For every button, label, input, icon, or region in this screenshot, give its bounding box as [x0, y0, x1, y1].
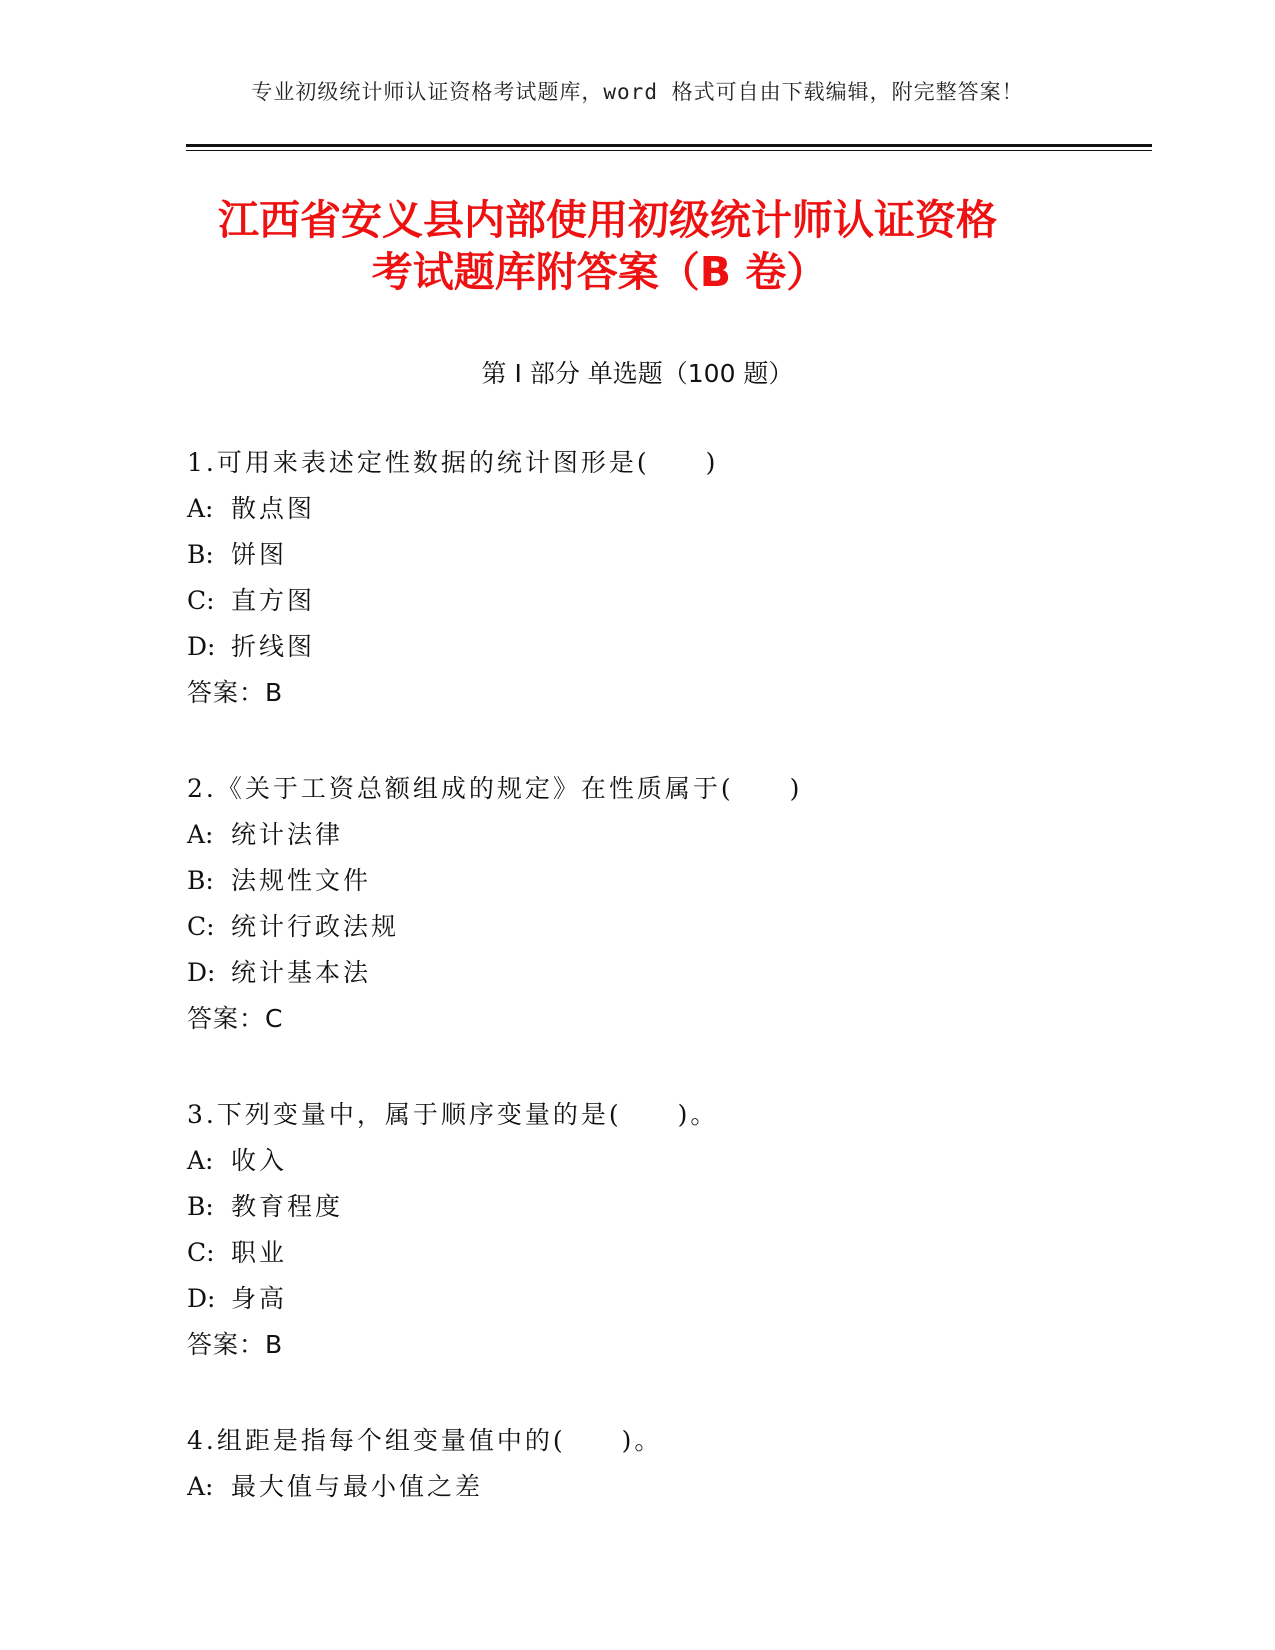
- option-b: [187, 532, 1147, 578]
- option-text: 收入: [231, 1146, 288, 1175]
- option-a: [187, 1138, 1147, 1184]
- option-key: C:: [187, 912, 215, 941]
- option-d: [187, 624, 1147, 670]
- option-key: C:: [187, 586, 215, 615]
- option-text: 散点图: [231, 494, 316, 523]
- header-divider-thin: [186, 150, 1152, 151]
- option-key: D:: [187, 1284, 216, 1313]
- option-key: B:: [187, 1192, 214, 1221]
- option-key: D:: [187, 632, 216, 661]
- question-stem: 2.《关于工资总额组成的规定》在性质属于( ): [187, 774, 803, 803]
- option-text: 统计法律: [231, 820, 344, 849]
- option-text: 最大值与最小值之差: [231, 1472, 484, 1501]
- option-key: B:: [187, 866, 214, 895]
- option-c: [187, 578, 1147, 624]
- option-b: [187, 1184, 1147, 1230]
- question-list: [187, 440, 1147, 1560]
- question-stem: 4.组距是指每个组变量值中的( )。: [187, 1426, 663, 1455]
- document-title-line-1: 江西省安义县内部使用初级统计师认证资格: [218, 196, 997, 244]
- question-4: [187, 1418, 1147, 1510]
- option-text: 直方图: [231, 586, 316, 615]
- option-text: 法规性文件: [231, 866, 372, 895]
- option-key: A:: [187, 494, 214, 523]
- option-key: C:: [187, 1238, 215, 1267]
- option-a: [187, 812, 1147, 858]
- option-a: [187, 1464, 1147, 1510]
- option-text: 折线图: [231, 632, 316, 661]
- option-text: 饼图: [231, 540, 288, 569]
- option-d: [187, 1276, 1147, 1322]
- document-title-line-2: 考试题库附答案（B 卷）: [371, 248, 828, 296]
- question-stem: 1.可用来表述定性数据的统计图形是( ): [187, 448, 719, 477]
- question-2: [187, 766, 1147, 1042]
- option-key: D:: [187, 958, 216, 987]
- answer: 答案：B: [187, 1330, 284, 1359]
- option-text: 职业: [231, 1238, 288, 1267]
- option-key: A:: [187, 1146, 214, 1175]
- option-c: [187, 904, 1147, 950]
- option-d: [187, 950, 1147, 996]
- option-key: A:: [187, 1472, 214, 1501]
- document-title: [0, 194, 1275, 298]
- option-text: 统计基本法: [231, 958, 372, 987]
- option-a: [187, 486, 1147, 532]
- option-text: 教育程度: [231, 1192, 344, 1221]
- option-b: [187, 858, 1147, 904]
- question-1: [187, 440, 1147, 716]
- answer: 答案：B: [187, 678, 284, 707]
- option-key: B:: [187, 540, 214, 569]
- question-3: [187, 1092, 1147, 1368]
- question-stem: 3.下列变量中，属于顺序变量的是( )。: [187, 1100, 719, 1129]
- option-key: A:: [187, 820, 214, 849]
- section-title: 第 I 部分 单选题（100 题）: [481, 359, 794, 388]
- option-c: [187, 1230, 1147, 1276]
- option-text: 统计行政法规: [231, 912, 400, 941]
- header-divider-thick: [186, 144, 1152, 147]
- answer: 答案：C: [187, 1004, 284, 1033]
- header-note: 专业初级统计师认证资格考试题库，word 格式可自由下载编辑，附完整答案！: [251, 80, 1024, 104]
- option-text: 身高: [231, 1284, 288, 1313]
